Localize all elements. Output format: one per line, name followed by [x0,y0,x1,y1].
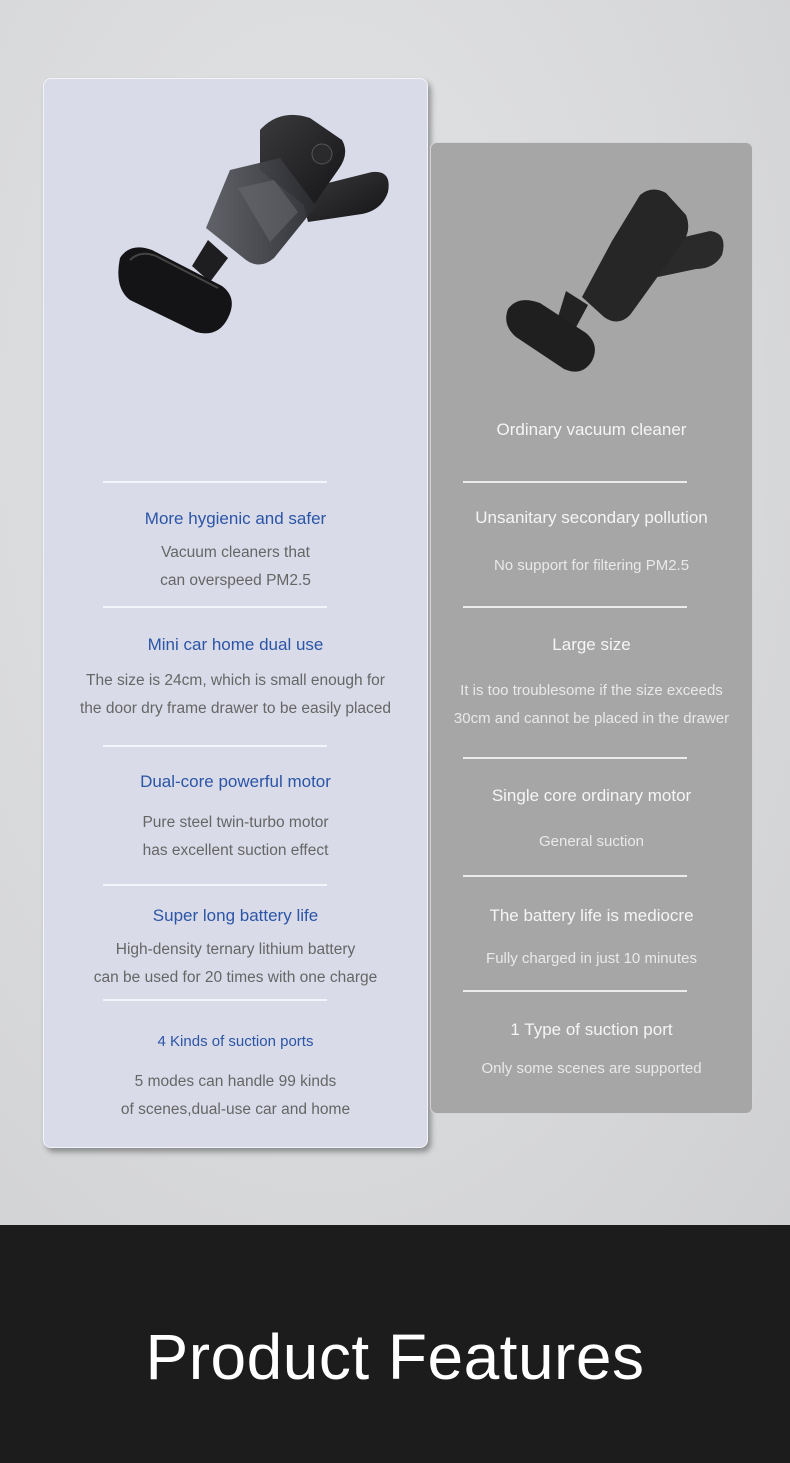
divider [103,999,327,1001]
banner-title: Product Features [145,1321,645,1393]
feature-description-line: Fully charged in just 10 minutes [486,950,697,967]
handheld-vacuum-illustration [110,110,400,350]
feature-description-line: can be used for 20 times with one charge [93,969,378,986]
ordinary-vacuum-silhouette [500,185,735,380]
feature-description-line: Vacuum cleaners that [161,544,310,561]
feature-description-line: General suction [538,833,645,850]
divider [103,884,327,886]
feature-description-line: It is too troublesome if the size exceeds [460,682,723,699]
feature-description-line: 5 modes can handle 99 kinds [134,1073,337,1090]
feature-title: Unsanitary secondary pollution [475,508,708,527]
divider [463,875,687,877]
feature-description-line: has excellent suction effect [142,842,329,859]
feature-description-line: Pure steel twin-turbo motor [142,814,329,831]
divider [463,757,687,759]
divider [103,481,327,483]
feature-title: Mini car home dual use [147,635,324,654]
divider [103,745,327,747]
divider [463,481,687,483]
feature-description-line: of scenes,dual-use car and home [120,1101,351,1118]
feature-title: Dual-core powerful motor [140,772,331,791]
feature-title: Large size [552,635,631,654]
feature-title: Super long battery life [152,906,319,925]
feature-description-line: High-density ternary lithium battery [115,941,356,958]
feature-description-line: can overspeed PM2.5 [160,572,311,589]
feature-description-line: The size is 24cm, which is small enough for [86,672,385,689]
divider [103,606,327,608]
feature-title: More hygienic and safer [144,509,327,528]
feature-title: 1 Type of suction port [510,1020,673,1039]
feature-description-line: No support for filtering PM2.5 [493,557,690,574]
feature-title: The battery life is mediocre [489,906,694,925]
feature-title: 4 Kinds of suction ports [157,1033,314,1050]
feature-title: Single core ordinary motor [491,786,692,805]
divider [463,606,687,608]
comparison-heading: Ordinary vacuum cleaner [496,420,687,439]
feature-description-line: 30cm and cannot be placed in the drawer [453,710,730,727]
divider [463,990,687,992]
feature-description-line: the door dry frame drawer to be easily placed [79,700,392,717]
feature-description-line: Only some scenes are supported [481,1060,702,1077]
